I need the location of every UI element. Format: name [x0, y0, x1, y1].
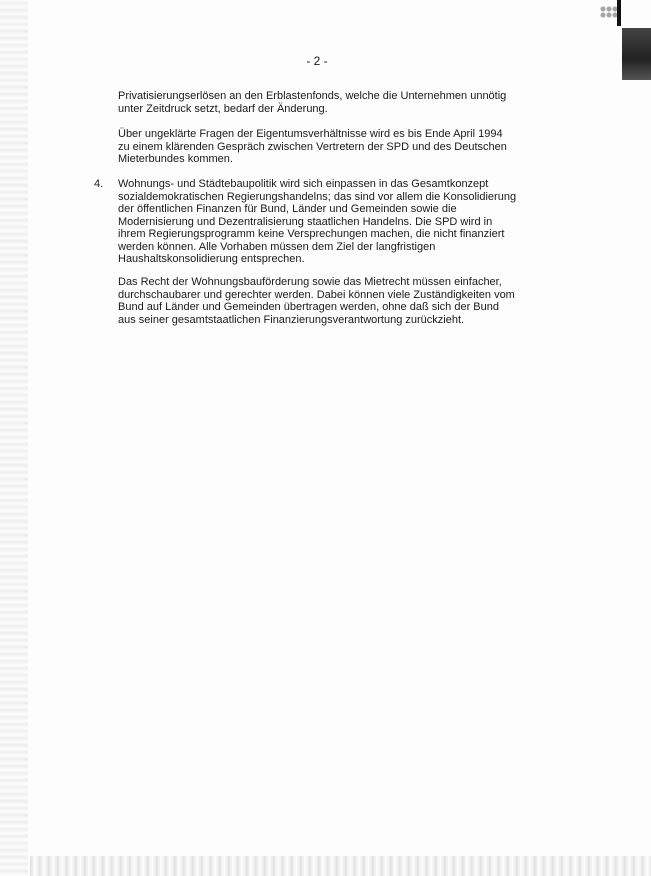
scan-speckle	[600, 6, 618, 18]
paragraph-wohnungsbaufoerderung-mietrecht: Das Recht der Wohnungsbauförderung sowie das Mietrecht müssen einfacher, durchschaubarer und gerechter werden. Dabei können viele Zuständigkeiten vom Bund auf Länder und Gemeinden übertragen werden, ohne daß sich der Bund aus seiner gesamtstaatlichen Finanzierungsverantwortung zurückzieht.	[118, 276, 515, 326]
scan-edge-left	[0, 0, 28, 876]
scan-edge-block	[622, 28, 651, 80]
paragraph-wohnungs-und-staedtebaupolitik: Wohnungs- und Städtebaupolitik wird sich einpassen in das Gesamtkonzept sozialdemokratischen Regierungshandelns; das sind vor allem die Konsolidierung der öffentlichen Finanzen für Bund, Länder und Gemeinden sowie die Modernisierung und Dezentralisierung staatlichen Handelns. Die SPD wird in ihrem Regierungsprogramm keine Versprechungen machen, die nicht finanziert werden können. Alle Vorhaben müssen dem Ziel der langfristigen Haushaltskonsolidierung entsprechen.	[118, 178, 517, 265]
list-item-number: 4.	[94, 178, 104, 190]
page-number: - 2 -	[306, 54, 328, 68]
scan-edge-bottom	[30, 856, 651, 876]
paragraph-privatisierung: Privatisierungserlösen an den Erblastenfonds, welche die Unternehmen unnötig unter Zeitdruck setzt, bedarf der Änderung.	[118, 90, 507, 115]
scan-edge-mark	[617, 0, 621, 26]
paragraph-eigentumsverhaeltnisse: Über ungeklärte Fragen der Eigentumsverhältnisse wird es bis Ende April 1994 zu einem klärenden Gespräch zwischen Vertretern der SPD und des Deutschen Mieterbundes kommen.	[118, 128, 507, 165]
